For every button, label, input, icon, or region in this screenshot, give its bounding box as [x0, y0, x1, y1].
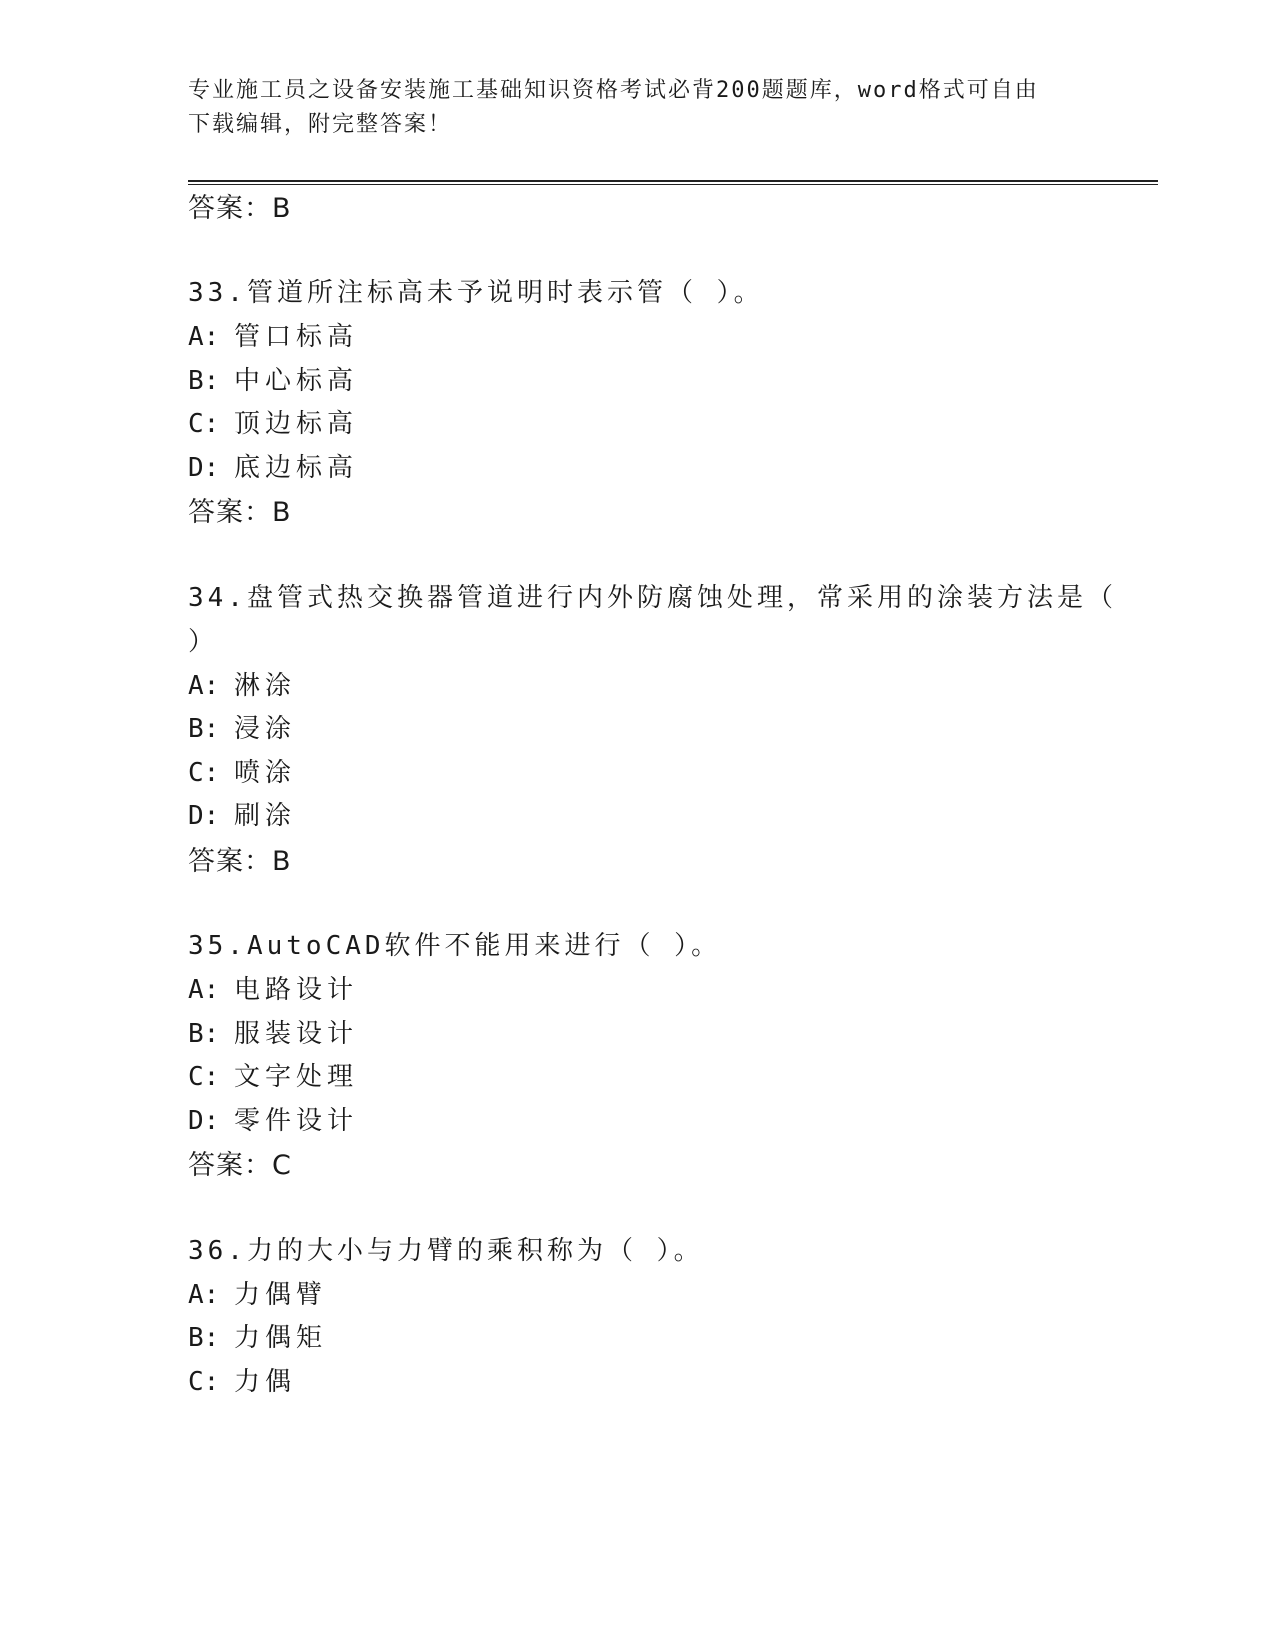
- option-c: [188, 1056, 358, 1093]
- option-key: C:: [188, 1367, 220, 1397]
- option-b: [188, 1317, 327, 1354]
- answer-line: 答案：B: [188, 497, 292, 528]
- header-line-1: 专业施工员之设备安装施工基础知识资格考试必背200题题库，word格式可自由: [188, 78, 1039, 103]
- answer-line: 答案：B: [188, 193, 292, 224]
- answer-line: 答案：C: [188, 1150, 292, 1181]
- option-text: 浸涂: [234, 714, 297, 744]
- option-key: B:: [188, 714, 220, 744]
- option-key: C:: [188, 409, 220, 439]
- option-text: 服装设计: [234, 1019, 359, 1049]
- header-divider: [188, 180, 1158, 185]
- question-35: 35.AutoCAD软件不能用来进行（ ）。: [188, 931, 722, 961]
- option-key: D:: [188, 453, 220, 483]
- option-key: A:: [188, 671, 220, 701]
- answer-line: 答案：B: [188, 846, 292, 877]
- option-key: B:: [188, 1019, 220, 1049]
- option-text: 中心标高: [234, 366, 359, 396]
- option-key: B:: [188, 1323, 220, 1353]
- option-text: 管口标高: [234, 322, 359, 352]
- question-33: 33.管道所注标高未予说明时表示管（ ）。: [188, 278, 764, 308]
- option-key: D:: [188, 1106, 220, 1136]
- option-c: [188, 1361, 296, 1398]
- option-key: C:: [188, 758, 220, 788]
- option-a: [188, 1274, 327, 1311]
- option-key: A:: [188, 1280, 220, 1310]
- option-b: [188, 1013, 358, 1050]
- option-text: 零件设计: [234, 1106, 359, 1136]
- option-text: 淋涂: [234, 671, 297, 701]
- option-text: 喷涂: [234, 758, 297, 788]
- option-text: 顶边标高: [234, 409, 359, 439]
- option-d: [188, 447, 358, 484]
- option-a: [188, 665, 296, 702]
- option-c: [188, 403, 358, 440]
- option-text: 力偶: [234, 1367, 297, 1397]
- question-36: 36.力的大小与力臂的乘积称为（ ）。: [188, 1236, 704, 1266]
- option-text: 底边标高: [234, 453, 359, 483]
- option-text: 文字处理: [234, 1062, 359, 1092]
- option-key: B:: [188, 366, 220, 396]
- document-header: [188, 74, 1088, 142]
- option-a: [188, 969, 358, 1006]
- option-b: [188, 708, 296, 745]
- option-key: C:: [188, 1062, 220, 1092]
- option-b: [188, 360, 358, 397]
- header-line-2: 下载编辑，附完整答案！: [188, 112, 453, 137]
- question-34-continuation: ）: [188, 627, 219, 657]
- option-text: 力偶矩: [234, 1323, 328, 1353]
- option-text: 电路设计: [234, 975, 359, 1005]
- option-c: [188, 752, 296, 789]
- option-key: A:: [188, 975, 220, 1005]
- option-d: [188, 1100, 358, 1137]
- option-d: [188, 795, 296, 832]
- option-text: 刷涂: [234, 801, 297, 831]
- option-text: 力偶臂: [234, 1280, 328, 1310]
- option-key: A:: [188, 322, 220, 352]
- option-a: [188, 316, 358, 353]
- question-34: 34.盘管式热交换器管道进行内外防腐蚀处理，常采用的涂装方法是（: [188, 583, 1117, 613]
- option-key: D:: [188, 801, 220, 831]
